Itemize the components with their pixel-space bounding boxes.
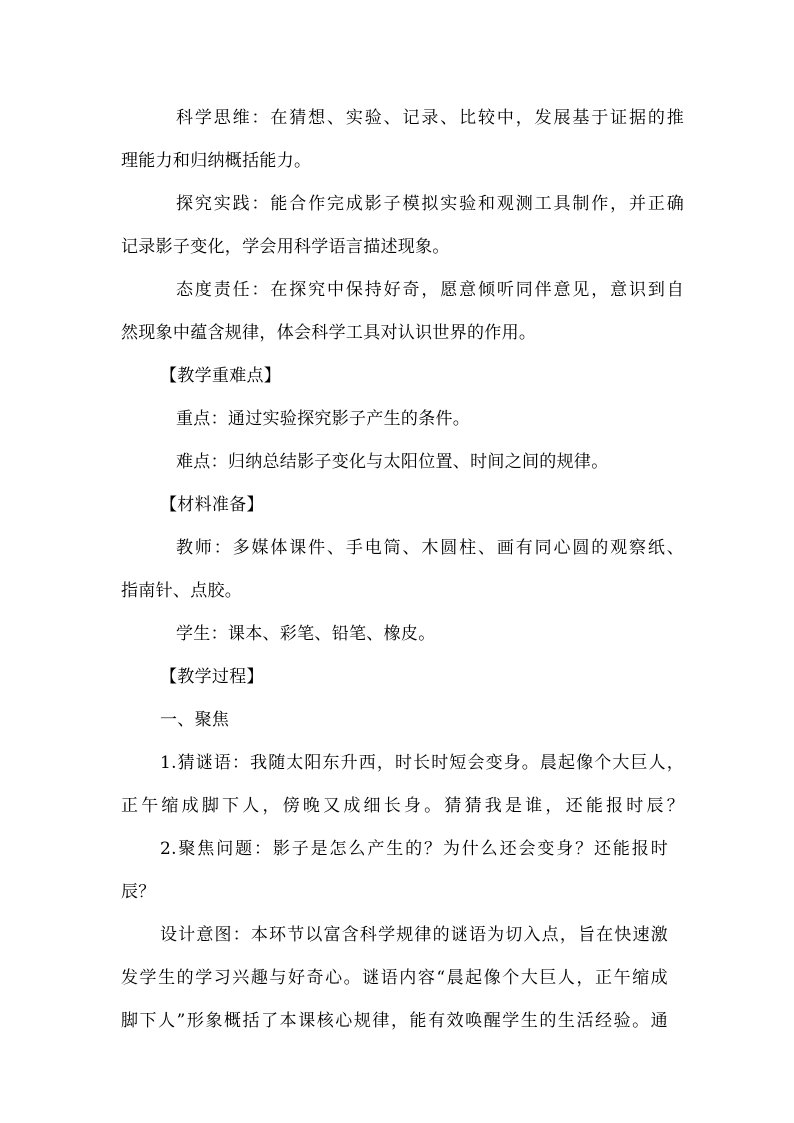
paragraph-line: 指南针、点胶。 — [121, 581, 243, 601]
paragraph-line: 设计意图：本环节以富含科学规律的谜语为切入点，旨在快速激 — [160, 925, 668, 945]
paragraph-line: 学生：课本、彩笔、铅笔、橡皮。 — [176, 624, 436, 644]
paragraph-line: 记录影子变化，学会用科学语言描述现象。 — [121, 237, 450, 257]
paragraph-line: 理能力和归纳概括能力。 — [121, 151, 312, 171]
paragraph-line: 难点：归纳总结影子变化与太阳位置、时间之间的规律。 — [176, 452, 609, 472]
paragraph-line: 教师：多媒体课件、手电筒、木圆柱、画有同心圆的观察纸、 — [176, 538, 684, 558]
paragraph-line: 重点：通过实验探究影子产生的条件。 — [176, 409, 471, 429]
paragraph-line: 脚下人”形象概括了本课核心规律，能有效唤醒学生的生活经验。通 — [121, 1011, 668, 1031]
paragraph-line: 正午缩成脚下人，傍晚又成细长身。猜猜我是谁，还能报时辰？ — [121, 796, 684, 816]
section-heading: 【教学重难点】 — [160, 366, 282, 386]
paragraph-line: 然现象中蕴含规律，体会科学工具对认识世界的作用。 — [121, 323, 537, 343]
subsection-heading: 一、聚焦 — [160, 710, 230, 730]
paragraph-line: 科学思维：在猜想、实验、记录、比较中，发展基于证据的推 — [176, 108, 684, 128]
section-heading: 【材料准备】 — [160, 495, 264, 515]
paragraph-line: 态度责任：在探究中保持好奇，愿意倾听同伴意见，意识到自 — [176, 280, 684, 300]
paragraph-line: 1.猜谜语：我随太阳东升西，时长时短会变身。晨起像个大巨人， — [160, 753, 684, 773]
section-heading: 【教学过程】 — [160, 667, 264, 687]
paragraph-line: 探究实践：能合作完成影子模拟实验和观测工具制作，并正确 — [176, 194, 684, 214]
paragraph-line: 2.聚焦问题：影子是怎么产生的？为什么还会变身？还能报时 — [160, 839, 668, 859]
paragraph-line: 辰？ — [121, 882, 156, 902]
paragraph-line: 发学生的学习兴趣与好奇心。谜语内容“晨起像个大巨人，正午缩成 — [121, 968, 668, 988]
